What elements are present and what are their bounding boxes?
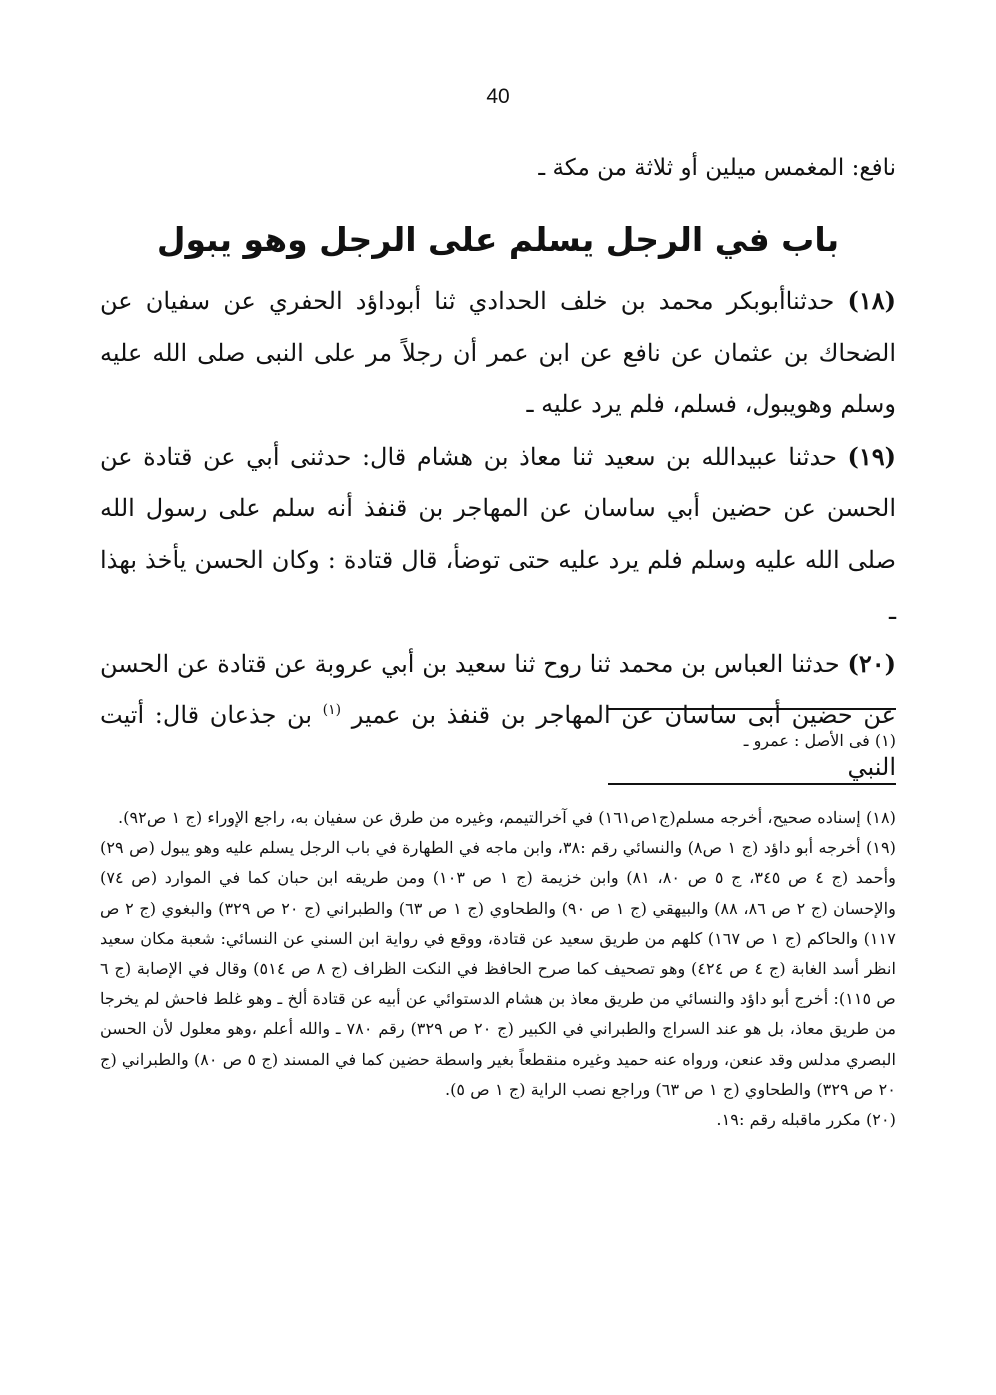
footnote-divider	[608, 708, 896, 710]
hadith-number: (١٩)	[847, 441, 896, 471]
hadith-paragraph	[100, 638, 896, 794]
page-number: 40	[486, 85, 510, 108]
notes-divider	[608, 783, 896, 785]
hadith-text-block	[100, 275, 896, 793]
hadith-text: بن جذعان قال: أتيت النبي	[100, 701, 896, 781]
footnote-text: (١) فى الأصل : عمرو ـ	[743, 731, 896, 750]
hadith-number: (١٨)	[847, 286, 896, 315]
hadith-text: حدثناأبوبكر محمد بن خلف الحدادي ثنا أبوداؤد الحفري عن سفيان عن الضحاك بن عثمان عن نافع عن ابن عمر أن رجلاً مر على النبى صلى الله عليه وسلم وهويبول، فسلم، فلم يرد عليه ـ	[100, 287, 896, 418]
chapter-title: باب في الرجل يسلم على الرجل وهو يبول	[156, 220, 840, 259]
footnote-reference: (١)	[322, 702, 342, 718]
hadith-paragraph	[100, 431, 896, 638]
hadith-text: حدثنا عبيدالله بن سعيد ثنا معاذ بن هشام قال: حدثنى أبي عن قتادة عن الحسن عن حضين أبي ساسان عن المهاجر بن قنفذ أنه سلم على رسول الله صلى الله عليه وسلم فلم يرد عليه حتى توضأ، قال قتادة : وكان الحسن يأخذ بهذا ـ	[100, 442, 896, 625]
intro-line: نافع: المغمس ميلين أو ثلاثة من مكة ـ	[538, 155, 896, 181]
note-paragraph: (١٩) أخرجه أبو داؤد (ج ١ ص٨) والنسائي رقم :٣٨، وابن ماجه في الطهارة في باب الرجل يسلم عليه وهو يبول (ص ٢٩) وأحمد (ج ٤ ص ٣٤٥، ج ٥ ص ٨٠، ٨١) وابن خزيمة (ج ١ ص ١٠٣) ومن طريقه ابن حبان كما في الموارد (ص ٧٤) والإحسان (ج ٢ ص ٨٦، ٨٨) والبيهقي (ج ١ ص ٩٠) والطحاوي (ج ١ ص ٦٣) والطبراني (ج ٢٠ ص ٣٢٩) والبغوي (ج ٢ ص ١١٧) والحاكم (ج ١ ص ١٦٧) كلهم من طريق سعيد عن قتادة، ووقع في رواية ابن السني عن النسائي: شعبة مكان سعيد انظر أسد الغابة (ج ٤ ص ٤٢٤) وهو تصحيف كما صرح الحافظ في النكت الظراف (ج ٨ ص ٥١٤) وقال في الإصابة (ج ٦ ص ١١٥): أخرج أبو داؤد والنسائي من طريق معاذ بن هشام الدستوائي عن أبيه عن قتادة ألخ ـ وهو غلط فاحش لم يخرجا من طريق معاذ، بل هو عند السراج والطبراني في الكبير (ج ٢٠ ص ٣٢٩) رقم ٧٨٠ ـ والله أعلم ،وهو معلول لأن الحسن البصري مدلس وقد عنعن، ورواه عنه حميد وغيره منقطعاً بغير واسطة حضين كما في المسند (ج ٥ ص ٨٠) والطبراني (ج ٢٠ ص ٣٢٩) والطحاوي (ج ١ ص ٦٣) وراجع نصب الراية (ج ١ ص ٥).	[100, 838, 896, 1099]
note-paragraph: (١٨) إسناده صحيح، أخرجه مسلم(ج١ص١٦١) في آخرالتيمم، وغيره من طرق عن سفيان به، راجع الإوراء (ج ١ ص٩٢).	[118, 808, 896, 827]
hadith-paragraph	[100, 275, 896, 431]
hadith-number: (٢٠)	[847, 648, 896, 678]
note-paragraph: (٢٠) مكرر ماقبله رقم :١٩.	[716, 1110, 896, 1130]
notes-block	[100, 803, 896, 1135]
hadith-text: حدثنا العباس بن محمد ثنا روح ثنا سعيد بن أبي عروبة عن قتادة عن الحسن عن حضين أبى ساسان عن المهاجر بن قنفذ بن عمير	[100, 649, 896, 729]
